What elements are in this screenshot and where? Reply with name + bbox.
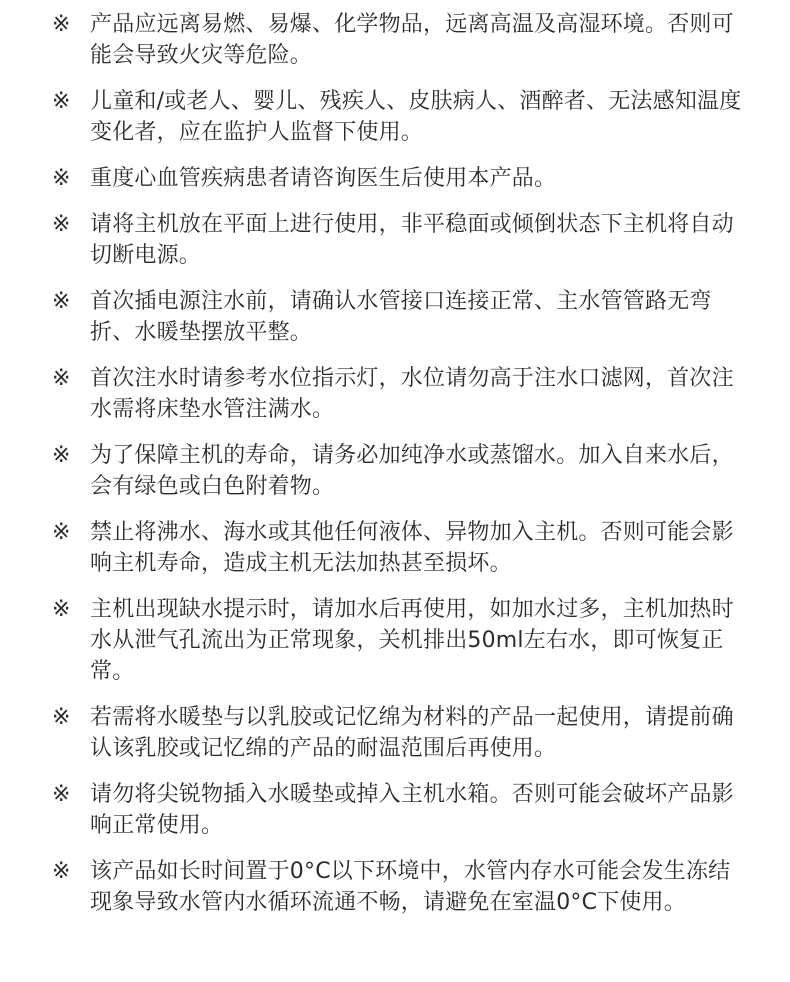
notice-text: 重度心血管疾病患者请咨询医生后使用本产品。 — [90, 166, 557, 191]
reference-mark: ※ — [52, 212, 71, 237]
notice-item-1 — [52, 9, 742, 71]
notice-text: 为了保障主机的寿命，请务必加纯净水或蒸馏水。加入自来水后，会有绿色或白色附着物。 — [90, 443, 734, 499]
reference-mark: ※ — [52, 289, 71, 314]
reference-mark: ※ — [52, 89, 71, 114]
notice-text: 若需将水暖垫与以乳胶或记忆绵为材料的产品一起使用，请提前确认该乳胶或记忆绵的产品的耐温范围后再使用。 — [90, 705, 734, 761]
notice-text: 儿童和/或老人、婴儿、残疾人、皮肤病人、酒醉者、无法感知温度变化者，应在监护人监督下使用。 — [90, 89, 742, 145]
notice-item-11 — [52, 779, 742, 841]
notice-item-9 — [52, 594, 742, 687]
notice-item-6 — [52, 363, 742, 425]
notice-text: 首次注水时请参考水位指示灯，水位请勿高于注水口滤网，首次注水需将床垫水管注满水。 — [90, 366, 734, 422]
notice-text: 请勿将尖锐物插入水暖垫或掉入主机水箱。否则可能会破坏产品影响正常使用。 — [90, 782, 734, 838]
notice-text: 请将主机放在平面上进行使用，非平稳面或倾倒状态下主机将自动切断电源。 — [90, 212, 734, 268]
notice-text: 主机出现缺水提示时，请加水后再使用，如加水过多，主机加热时水从泄气孔流出为正常现象，关机排出50ml左右水，即可恢复正常。 — [90, 597, 734, 684]
reference-mark: ※ — [52, 12, 71, 37]
notice-text: 该产品如长时间置于0°C以下环境中，水管内存水可能会发生冻结现象导致水管内水循环流通不畅，请避免在室温0°C下使用。 — [90, 859, 731, 915]
reference-mark: ※ — [52, 166, 71, 191]
reference-mark: ※ — [52, 366, 71, 391]
notice-item-4 — [52, 209, 742, 271]
notice-text: 禁止将沸水、海水或其他任何液体、异物加入主机。否则可能会影响主机寿命，造成主机无法加热甚至损坏。 — [90, 520, 734, 576]
reference-mark: ※ — [52, 597, 71, 622]
notice-item-8 — [52, 517, 742, 579]
notice-item-3 — [52, 163, 742, 194]
notice-item-2 — [52, 86, 742, 148]
notice-item-7 — [52, 440, 742, 502]
reference-mark: ※ — [52, 520, 71, 545]
notice-text: 产品应远离易燃、易爆、化学物品，远离高温及高湿环境。否则可能会导致火灾等危险。 — [90, 12, 734, 68]
notice-item-10 — [52, 702, 742, 764]
safety-notice-list — [52, 9, 742, 918]
reference-mark: ※ — [52, 782, 71, 807]
reference-mark: ※ — [52, 443, 71, 468]
notice-item-5 — [52, 286, 742, 348]
reference-mark: ※ — [52, 859, 71, 884]
notice-item-12 — [52, 856, 742, 918]
reference-mark: ※ — [52, 705, 71, 730]
notice-text: 首次插电源注水前，请确认水管接口连接正常、主水管管路无弯折、水暖垫摆放平整。 — [90, 289, 712, 345]
